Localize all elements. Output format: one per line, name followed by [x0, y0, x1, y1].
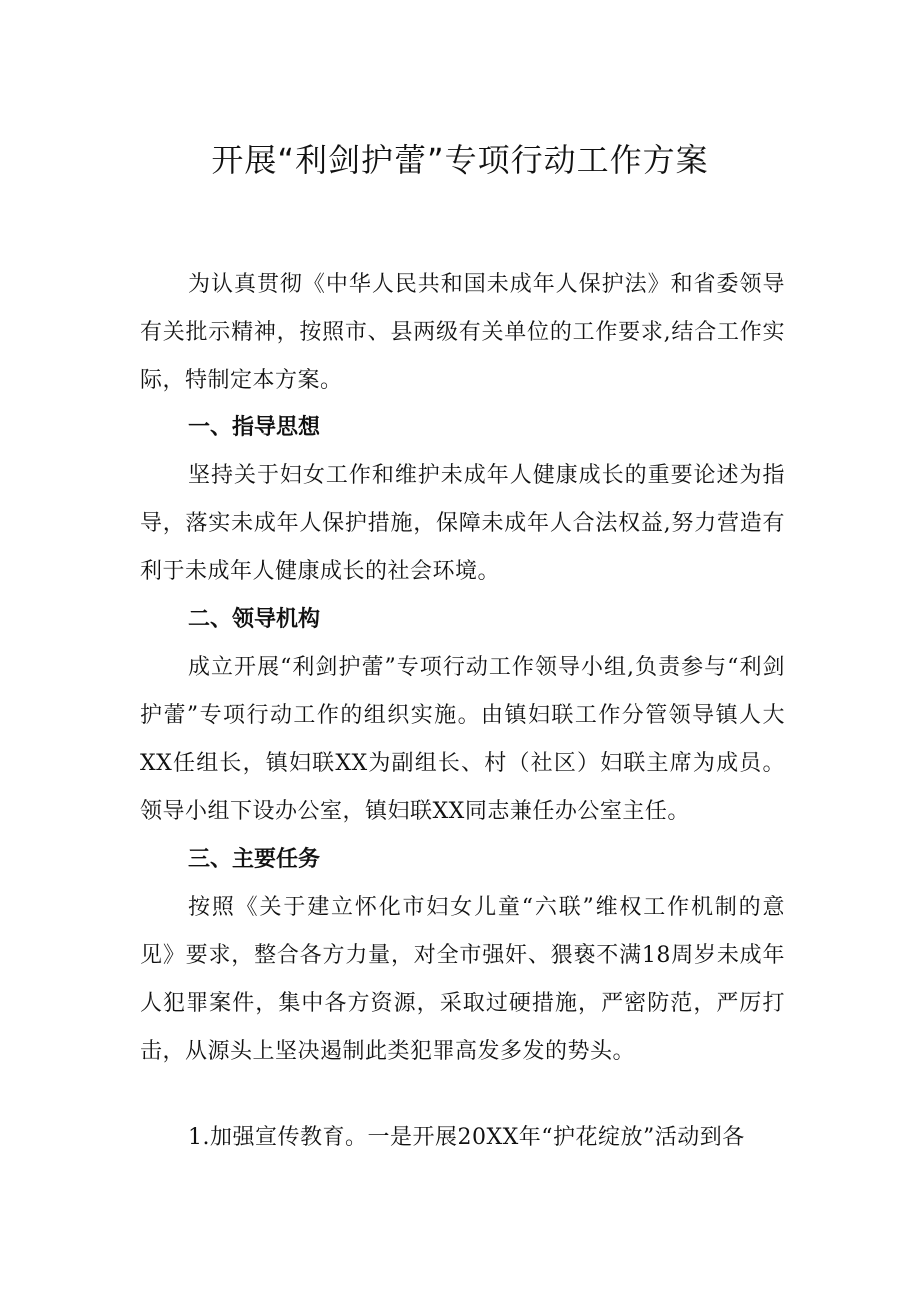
section-text-guiding-ideology: 坚持关于妇女工作和维护未成年人健康成长的重要论述为指导，落实未成年人保护措施，保障未成年人合法权益,努力营造有利于未成年人健康成长的社会环境。 — [140, 463, 785, 584]
intro-paragraph: 为认真贯彻《中华人民共和国未成年人保护法》和省委领导有关批示精神，按照市、县两级有关单位的工作要求,结合工作实际，特制定本方案。 — [140, 272, 785, 393]
section-heading-guiding-ideology: 一、指导思想 — [188, 415, 321, 440]
section-text-leadership: 成立开展“利剑护蕾”专项行动工作领导小组,负责参与“利剑护蕾”专项行动工作的组织实施。由镇妇联工作分管领导镇人大XX任组长，镇妇联XX为副组长、村（社区）妇联主席为成员。领导小组下设办公室，镇妇联XX同志兼任办公室主任。 — [140, 655, 785, 824]
section-text-main-tasks: 按照《关于建立怀化市妇女儿童“六联”维权工作机制的意见》要求，整合各方力量，对全市强奸、猥亵不满18周岁未成年人犯罪案件，集中各方资源，采取过硬措施，严密防范，严厉打击，从源头上坚决遏制此类犯罪高发多发的势头。 — [140, 895, 785, 1064]
section-heading-leadership: 二、领导机构 — [188, 607, 321, 632]
section-heading-main-tasks: 三、主要任务 — [188, 847, 321, 872]
list-item-1: 1.加强宣传教育。一是开展20XX年“护花绽放”活动到各 — [188, 1125, 745, 1150]
document-title: 开展“利剑护蕾”专项行动工作方案 — [211, 141, 709, 179]
